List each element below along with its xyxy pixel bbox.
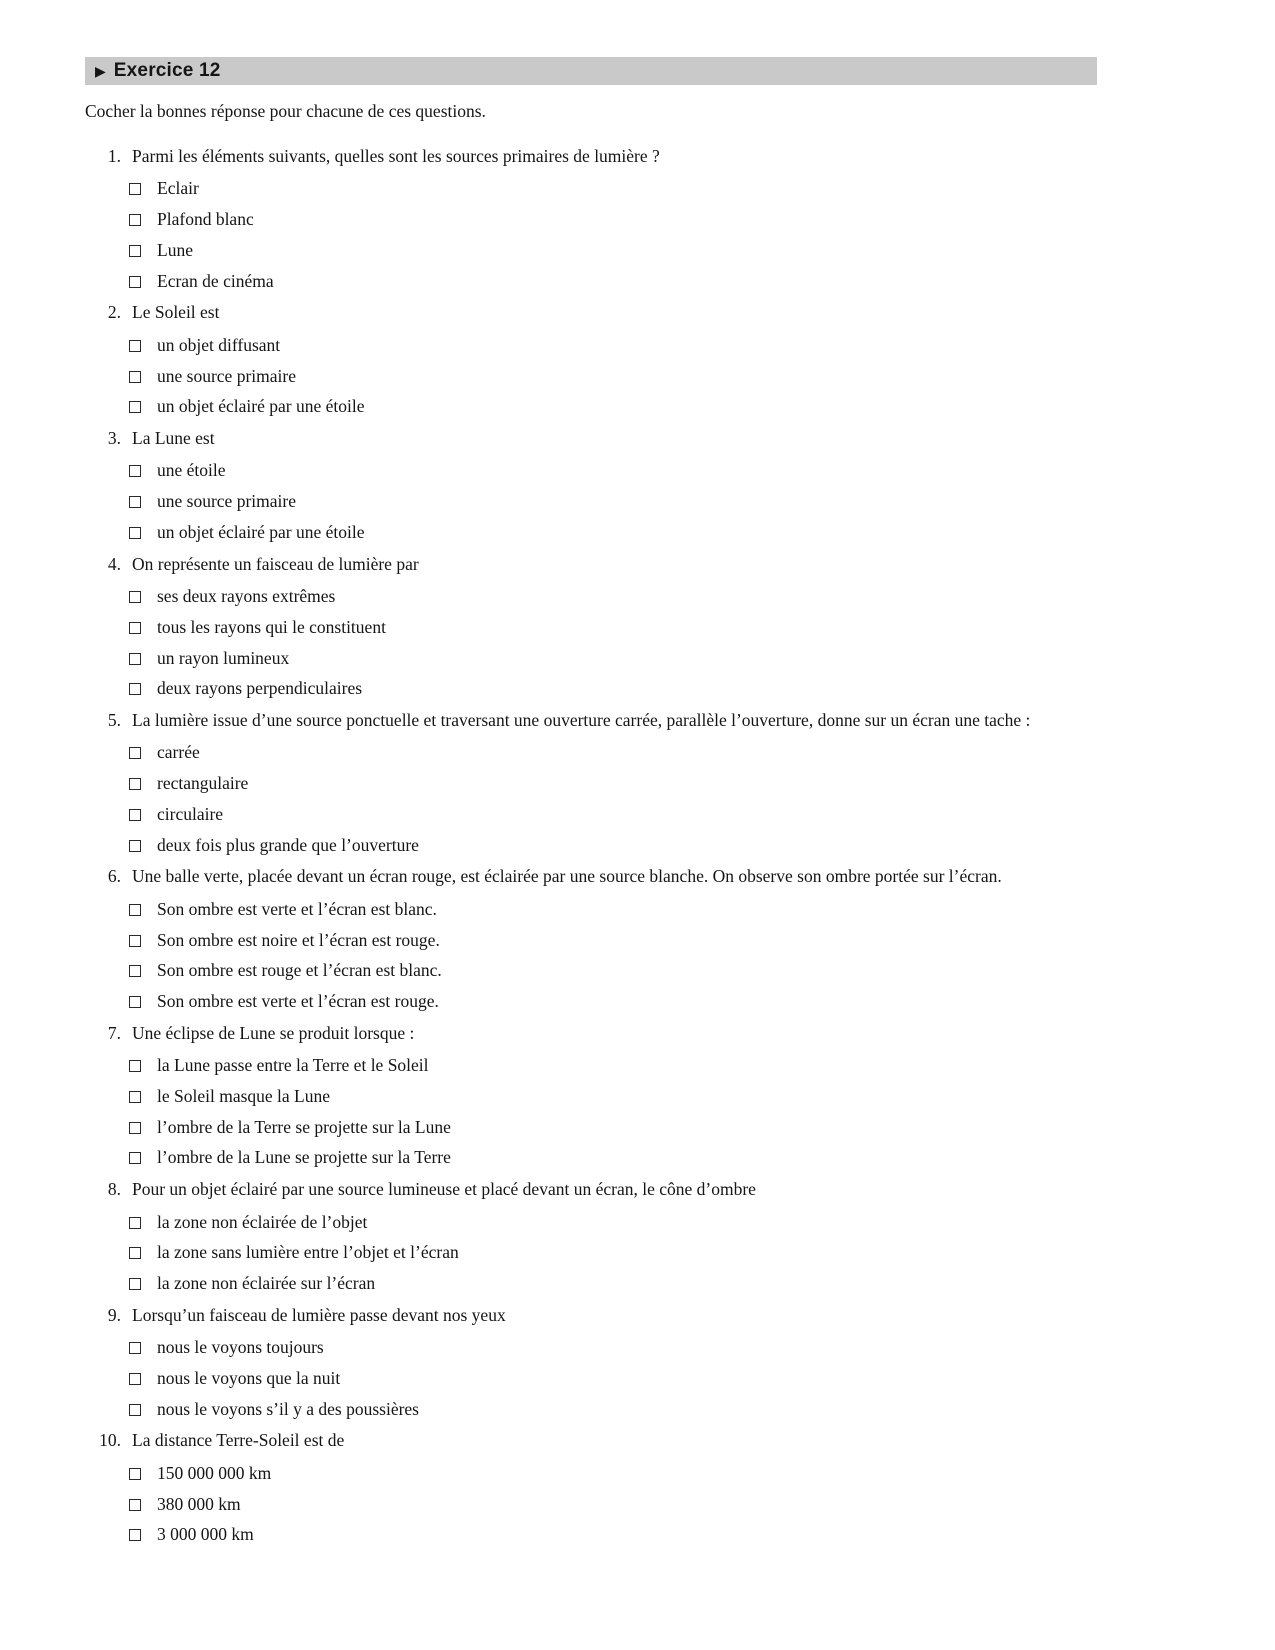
question-text: La distance Terre-Soleil est de [132, 1430, 345, 1451]
checkbox[interactable] [129, 622, 141, 634]
checkbox[interactable] [129, 1373, 141, 1385]
option-label: circulaire [157, 803, 224, 824]
question-row [85, 1428, 1097, 1453]
options [129, 1462, 1097, 1546]
option-label: la zone sans lumière entre l’objet et l’écran [157, 1242, 459, 1263]
options [129, 334, 1097, 418]
option-label: une source primaire [157, 365, 296, 386]
option-label: un objet éclairé par une étoile [157, 396, 365, 417]
question-row [85, 1303, 1097, 1328]
checkbox[interactable] [129, 1342, 141, 1354]
option-label: le Soleil masque la Lune [157, 1085, 331, 1106]
options [129, 177, 1097, 292]
option-row [129, 803, 1097, 826]
option-label: rectangulaire [157, 773, 249, 794]
question-block [85, 1428, 1097, 1546]
option-row [129, 334, 1097, 357]
checkbox[interactable] [129, 1152, 141, 1164]
option-label: deux fois plus grande que l’ouverture [157, 834, 419, 855]
option-label: l’ombre de la Terre se projette sur la Lune [157, 1116, 451, 1137]
question-text: Une éclipse de Lune se produit lorsque : [132, 1022, 415, 1043]
option-row [129, 677, 1097, 700]
option-row [129, 1146, 1097, 1169]
question-text: La lumière issue d’une source ponctuelle et traversant une ouverture carrée, parallèle l’ouverture, donne sur un écran une tache : [132, 710, 1031, 730]
question-text: Une balle verte, placée devant un écran rouge, est éclairée par une source blanche. On observe son ombre portée sur l’écran. [132, 866, 1002, 887]
checkbox[interactable] [129, 1404, 141, 1416]
exercise-header-bar [85, 57, 1097, 85]
question-row [85, 864, 1097, 889]
option-label: la Lune passe entre la Terre et le Soleil [157, 1055, 429, 1076]
question-block [85, 708, 1097, 856]
option-row [129, 959, 1097, 982]
option-label: la zone non éclairée de l’objet [157, 1211, 368, 1232]
question-block [85, 1303, 1097, 1421]
options [129, 741, 1097, 856]
checkbox[interactable] [129, 778, 141, 790]
question-number: 9. [107, 1304, 121, 1325]
option-label: Son ombre est noire et l’écran est rouge. [157, 929, 440, 950]
question-number: 4. [107, 553, 121, 574]
question-number: 10. [99, 1430, 121, 1451]
option-row [129, 1211, 1097, 1234]
checkbox[interactable] [129, 1529, 141, 1541]
question-text: Lorsqu’un faisceau de lumière passe devant nos yeux [132, 1304, 506, 1325]
option-row [129, 1272, 1097, 1295]
option-row [129, 1085, 1097, 1108]
option-row [129, 208, 1097, 231]
checkbox[interactable] [129, 1217, 141, 1229]
question-number: 2. [107, 302, 121, 323]
option-row [129, 741, 1097, 764]
question-number: 7. [107, 1022, 121, 1043]
option-row [129, 395, 1097, 418]
option-label: Son ombre est verte et l’écran est rouge. [157, 991, 439, 1011]
option-row [129, 521, 1097, 544]
checkbox[interactable] [129, 683, 141, 695]
checkbox[interactable] [129, 591, 141, 603]
question-row [85, 144, 1097, 169]
option-label: deux rayons perpendiculaires [157, 678, 363, 699]
option-row [129, 270, 1097, 293]
checkbox[interactable] [129, 996, 141, 1008]
checkbox[interactable] [129, 371, 141, 383]
question-text: On représente un faisceau de lumière par [132, 553, 419, 574]
option-row [129, 929, 1097, 952]
checkbox[interactable] [129, 1468, 141, 1480]
option-label: Son ombre est verte et l’écran est blanc. [157, 898, 437, 919]
options [129, 1336, 1097, 1420]
option-row [129, 1054, 1097, 1077]
option-row [129, 647, 1097, 670]
option-row [129, 1493, 1097, 1516]
option-row [129, 1398, 1097, 1421]
option-label: un objet diffusant [157, 334, 281, 355]
checkbox[interactable] [129, 904, 141, 916]
exercise-title: Exercice 12 [113, 60, 221, 81]
checkbox[interactable] [129, 1499, 141, 1511]
checkbox[interactable] [129, 1060, 141, 1072]
option-label: Eclair [157, 178, 199, 199]
option-label: un rayon lumineux [157, 647, 290, 668]
option-label: un objet éclairé par une étoile [157, 521, 365, 542]
checkbox[interactable] [129, 840, 141, 852]
checkbox[interactable] [129, 1122, 141, 1134]
option-row [129, 585, 1097, 608]
question-block [85, 1021, 1097, 1169]
question-text: La Lune est [132, 428, 215, 448]
option-label: Ecran de cinéma [157, 270, 274, 291]
question-block [85, 864, 1097, 1012]
question-block [85, 144, 1097, 292]
triangle-marker-icon: ▶ [95, 62, 106, 79]
option-label: une source primaire [157, 491, 296, 512]
option-row [129, 1116, 1097, 1139]
question-row [85, 1021, 1097, 1046]
option-row [129, 772, 1097, 795]
option-row [129, 1367, 1097, 1390]
option-row [129, 177, 1097, 200]
option-row [129, 490, 1097, 513]
checkbox[interactable] [129, 496, 141, 508]
exercise-instructions: Cocher la bonnes réponse pour chacune de ces questions. [85, 101, 486, 121]
checkbox[interactable] [129, 183, 141, 195]
option-label: nous le voyons toujours [157, 1337, 324, 1358]
option-label: la zone non éclairée sur l’écran [157, 1273, 376, 1293]
option-row [129, 365, 1097, 388]
option-label: ses deux rayons extrêmes [157, 586, 336, 606]
question-text: Parmi les éléments suivants, quelles sont les sources primaires de lumière ? [132, 146, 660, 166]
checkbox[interactable] [129, 340, 141, 352]
checkbox[interactable] [129, 653, 141, 665]
checkbox[interactable] [129, 465, 141, 477]
options [129, 585, 1097, 700]
checkbox[interactable] [129, 401, 141, 413]
option-label: Lune [157, 239, 193, 260]
option-label: 380 000 km [157, 1493, 241, 1514]
option-label: carrée [157, 742, 200, 763]
option-row [129, 616, 1097, 639]
option-label: une étoile [157, 460, 226, 481]
option-label: tous les rayons qui le constituent [157, 616, 386, 637]
question-row [85, 708, 1097, 733]
question-number: 6. [107, 866, 121, 887]
question-block [85, 1177, 1097, 1295]
option-label: l’ombre de la Lune se projette sur la Terre [157, 1147, 451, 1168]
question-number: 1. [107, 146, 121, 166]
checkbox[interactable] [129, 935, 141, 947]
question-row [85, 300, 1097, 325]
question-block [85, 426, 1097, 544]
question-text: Le Soleil est [132, 302, 220, 323]
option-row [129, 1241, 1097, 1264]
checkbox[interactable] [129, 527, 141, 539]
options [129, 898, 1097, 1013]
checkbox[interactable] [129, 1247, 141, 1259]
option-label: Son ombre est rouge et l’écran est blanc. [157, 960, 442, 981]
question-row [85, 1177, 1097, 1202]
options [129, 1054, 1097, 1169]
question-row [85, 552, 1097, 577]
options [129, 1211, 1097, 1295]
option-row [129, 1462, 1097, 1485]
question-block [85, 300, 1097, 418]
option-row [129, 898, 1097, 921]
option-row [129, 990, 1097, 1013]
checkbox[interactable] [129, 245, 141, 257]
option-row [129, 239, 1097, 262]
question-number: 5. [107, 710, 121, 730]
checkbox[interactable] [129, 809, 141, 821]
question-list [85, 144, 1097, 1546]
option-label: nous le voyons que la nuit [157, 1367, 341, 1388]
option-label: Plafond blanc [157, 209, 254, 230]
option-label: nous le voyons s’il y a des poussières [157, 1398, 419, 1419]
question-number: 8. [107, 1179, 121, 1200]
options [129, 459, 1097, 543]
option-row [129, 834, 1097, 857]
question-text: Pour un objet éclairé par une source lumineuse et placé devant un écran, le cône d’ombre [132, 1179, 756, 1200]
question-number: 3. [107, 428, 121, 448]
checkbox[interactable] [129, 276, 141, 288]
option-row [129, 1336, 1097, 1359]
checkbox[interactable] [129, 1278, 141, 1290]
checkbox[interactable] [129, 965, 141, 977]
checkbox[interactable] [129, 1091, 141, 1103]
checkbox[interactable] [129, 747, 141, 759]
option-row [129, 1523, 1097, 1546]
option-label: 3 000 000 km [157, 1524, 254, 1545]
question-row [85, 426, 1097, 451]
document-content [85, 57, 1097, 1546]
checkbox[interactable] [129, 214, 141, 226]
question-block [85, 552, 1097, 700]
option-row [129, 459, 1097, 482]
option-label: 150 000 000 km [157, 1462, 272, 1483]
